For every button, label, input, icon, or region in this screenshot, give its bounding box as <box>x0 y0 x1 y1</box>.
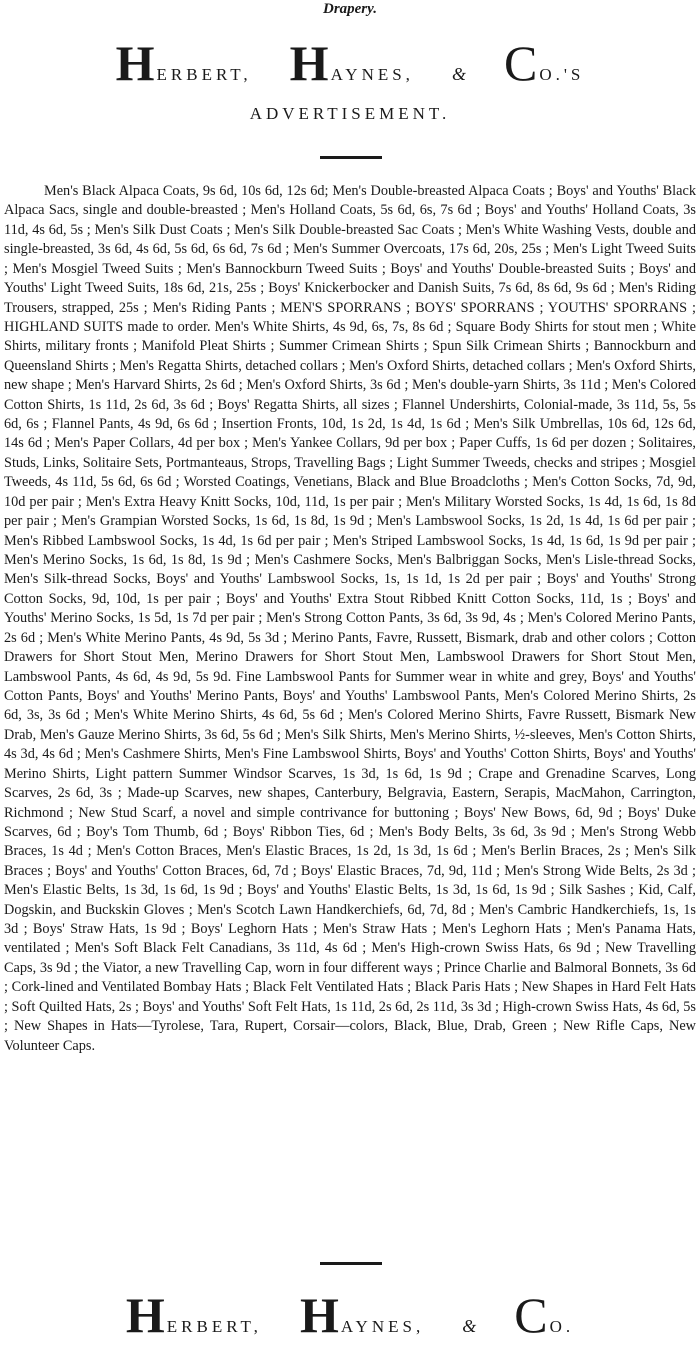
firm-word-herbert <box>115 35 252 91</box>
firm-word-rest: O.'S <box>539 65 585 84</box>
firm-word-co <box>503 35 585 91</box>
firm-word-haynes <box>299 1287 425 1343</box>
firm-word-herbert <box>125 1287 262 1343</box>
firm-name-header <box>0 35 700 91</box>
firm-initial-c: C <box>514 1287 548 1343</box>
firm-initial-c: C <box>503 35 538 91</box>
firm-word-rest: AYNES, <box>330 65 414 84</box>
firm-ampersand: & <box>451 64 466 84</box>
firm-initial-h: H <box>125 1287 165 1343</box>
firm-initial-h2: H <box>289 35 329 91</box>
firm-word-haynes <box>289 35 414 91</box>
firm-word-rest: AYNES, <box>340 1317 425 1336</box>
advertisement-title: ADVERTISEMENT. <box>249 104 451 123</box>
firm-initial-h2: H <box>299 1287 339 1343</box>
divider-rule-top <box>320 156 382 159</box>
advertisement-body: Men's Black Alpaca Coats, 9s 6d, 10s 6d, 12s 6d; Men's Double-breasted Alpaca Coats ; Boys' and Youths' Black Alpaca Sacs, single and double-breasted ; Men's Holland Coats, 5s 6d, 6s, 7s 6d ; Boys' and Youths' Holland Coats, 3s 11d, 4s 6d, 5s ; Men's Silk Dust Coats ; Men's Silk Double-breasted Sac Coats ; Men's White Washing Vests, double and single-breasted, 3s 6d, 4s 6d, 5s 6d, 6s 6d, 7s 6d ; Men's Summer Overcoats, 17s 6d, 20s, 25s ; Men's Light Tweed Suits ; Men's Mosgiel Tweed Suits ; Men's Bannockburn Tweed Suits ; Boys' and Youths' Double-breasted Suits ; Boys' and Youths' Light Tweed Suits, 18s 6d, 21s, 25s ; Boys' Knickerbocker and Danish Suits, 7s 6d, 8s 6d, 9s 6d ; Men's Riding Trousers, strapped, 25s ; Men's Riding Pants ; MEN'S SPORRANS ; BOYS' SPORRANS ; YOUTHS' SPORRANS ; HIGHLAND SUITS made to order. Men's White Shirts, 4s 9d, 6s, 7s, 8s 6d ; Square Body Shirts for stout men ; White Shirts, military fronts ; Manifold Pleat Shirts ; Summer Crimean Shirts ; Spun Silk Crimean Shirts ; Bannockburn and Queensland Shirts ; Men's Regatta Shirts, detached collars ; Men's Oxford Shirts, detached collars ; Men's Oxford Shirts, new shape ; Men's Harvard Shirts, 2s 6d ; Men's Oxford Shirts, 3s 6d ; Men's double-yarn Shirts, 3s 11d ; Men's Colored Cotton Shirts, 1s 11d, 2s 6d, 3s 6d ; Boys' Regatta Shirts, all sizes ; Flannel Undershirts, Colonial-made, 3s 11d, 5s, 5s 6d, 6s ; Flannel Pants, 4s 9d, 6s 6d ; Insertion Fronts, 10d, 1s 2d, 1s 4d, 1s 6d ; Men's Silk Umbrellas, 10s 6d, 12s 6d, 14s 6d ; Men's Paper Collars, 4d per box ; Men's Yankee Collars, 9d per box ; Paper Cuffs, 1s 6d per dozen ; Solitaires, Studs, Links, Solitaire Sets, Portmanteaus, Strops, Travelling Bags ; Light Summer Tweeds, checks and stripes ; Mosgiel Tweeds, 4s 11d, 5s 6d, 6s 6d ; Worsted Coatings, Venetians, Black and Blue Broadcloths ; Men's Cotton Socks, 7d, 9d, 10d per pair ; Men's Extra Heavy Knitt Socks, 10d, 11d, 1s per pair ; Men's Military Worsted Socks, 1s 4d, 1s 6d, 1s 8d per pair ; Men's Grampian Worsted Socks, 1s 6d, 1s 8d, 1s 9d ; Men's Lambswool Socks, 1s 2d, 1s 4d, 1s 6d per pair ; Men's Ribbed Lambswool Socks, 1s 4d, 1s 6d per pair ; Men's Striped Lambswool Socks, 1s 4d, 1s 6d, 1s 9d per pair ; Men's Merino Socks, 1s 6d, 1s 8d, 1s 9d ; Men's Cashmere Socks, Men's Balbriggan Socks, Men's Lisle-thread Socks, Men's Silk-thread Socks, Boys' and Youths' Lambswool Socks, 1s, 1s 1d, 1s 2d per pair ; Boys' and Youths' Strong Cotton Socks, 9d, 10d, 1s per pair ; Boys' and Youths' Extra Stout Ribbed Knitt Cotton Socks, 11d, 1s ; Boys' and Youths' Merino Socks, 1s 5d, 1s 7d per pair ; Men's Strong Cotton Pants, 3s 6d, 3s 9d, 4s ; Men's Colored Merino Pants, 2s 6d ; Men's White Merino Pants, 4s 9d, 5s 3d ; Merino Pants, Favre, Russett, Bismark, drab and other colors ; Cotton Drawers for Short Stout Men, Merino Drawers for Short Stout Men, Lambswool Drawers for Short Stout Men, Lambswool Pants, 4s 6d, 4s 9d, 5s 9d. Fine Lambswool Pants for Summer wear in white and grey, Boys' and Youths' Cotton Pants, Boys' and Youths' Merino Pants, Boys' and Youths' Lambswool Pants, Men's Colored Merino Shirts, 2s 6d, 3s, 3s 6d ; Men's White Merino Shirts, 4s 6d, 5s 6d ; Men's Colored Merino Shirts, Favre Russett, Bismark New Drab, Men's Gauze Merino Shirts, 3s 6d, 5s 6d ; Men's Silk Shirts, Men's Merino Shirts, ½-sleeves, Men's Cotton Shirts, 4s 3d, 4s 6d ; Men's Cashmere Shirts, Men's Fine Lambswool Shirts, Boys' and Youths' Cotton Shirts, Boys' and Youths' Merino Shirts, Light pattern Summer Windsor Scarves, 1s 3d, 1s 6d, 1s 9d ; Crape and Grenadine Scarves, Long Scarves, 2s 6d, 3s ; Made-up Scarves, new shapes, Canterbury, Belgravia, Eastern, Serapis, MacMahon, Carrington, Richmond ; New Stud Scarf, a novel and simple contrivance for buttoning ; Boys' New Bows, 6d, 9d ; Boys' Duke Scarves, 6d ; Boy's Tom Thumb, 6d ; Boys' Ribbon Ties, 6d ; Men's Body Belts, 3s 6d, 3s 9d ; Men's Strong Webb Braces, 1s 4d ; Men's Cotton Braces, Men's Elastic Braces, 1s 2d, 1s 3d, 1s 6d ; Men's Berlin Braces, 2s ; Men's Silk Braces ; Boys' and Youths' Cotton Braces, 6d, 7d ; Boys' Elastic Braces, 7d, 9d, 11d ; Men's Strong Wide Belts, 2s 3d ; Men's Elastic Belts, 1s 3d, 1s 6d, 1s 9d ; Boys' and Youths' Elastic Belts, 1s 3d, 1s 6d, 1s 9d ; Silk Sashes ; Kid, Calf, Dogskin, and Buckskin Gloves ; Men's Scotch Lawn Handkerchiefs, 6d, 7d, 8d ; Men's Cambric Handkerchiefs, 1s, 1s 3d ; Boys' Straw Hats, 1s 9d ; Boys' Leghorn Hats ; Men's Straw Hats ; Men's Leghorn Hats ; Men's Panama Hats, ventilated ; Men's Soft Black Felt Canadians, 3s 11d, 4s 6d ; Men's High-crown Swiss Hats, 6s 9d ; New Travelling Caps, 3s 9d ; the Viator, a new Travelling Cap, worn in four different ways ; Prince Charlie and Balmoral Bonnets, 3s 6d ; Cork-lined and Ventilated Bombay Hats ; Black Felt Ventilated Hats ; Black Paris Hats ; New Shapes in Hard Felt Hats ; Soft Quilted Hats, 2s ; Boys' and Youths' Soft Felt Hats, 1s 11d, 2s 6d, 2s 11d, 3s 3d ; High-crown Swiss Hats, 4s 6d, 5s ; New Shapes in Hats—Tyrolese, Tara, Rupert, Corsair—colors, Black, Blue, Drab, Green ; New Rifle Caps, New Volunteer Caps. <box>4 183 696 1054</box>
firm-name-footer <box>0 1287 700 1343</box>
firm-word-co <box>514 1287 575 1343</box>
section-header: Drapery. <box>322 1 378 17</box>
divider-rule-bottom <box>320 1262 382 1265</box>
firm-word-rest: ERBERT, <box>166 1317 262 1336</box>
firm-word-rest: O. <box>549 1317 575 1336</box>
firm-initial-h: H <box>115 35 155 91</box>
firm-ampersand: & <box>462 1316 477 1336</box>
firm-word-rest: ERBERT, <box>156 65 252 84</box>
